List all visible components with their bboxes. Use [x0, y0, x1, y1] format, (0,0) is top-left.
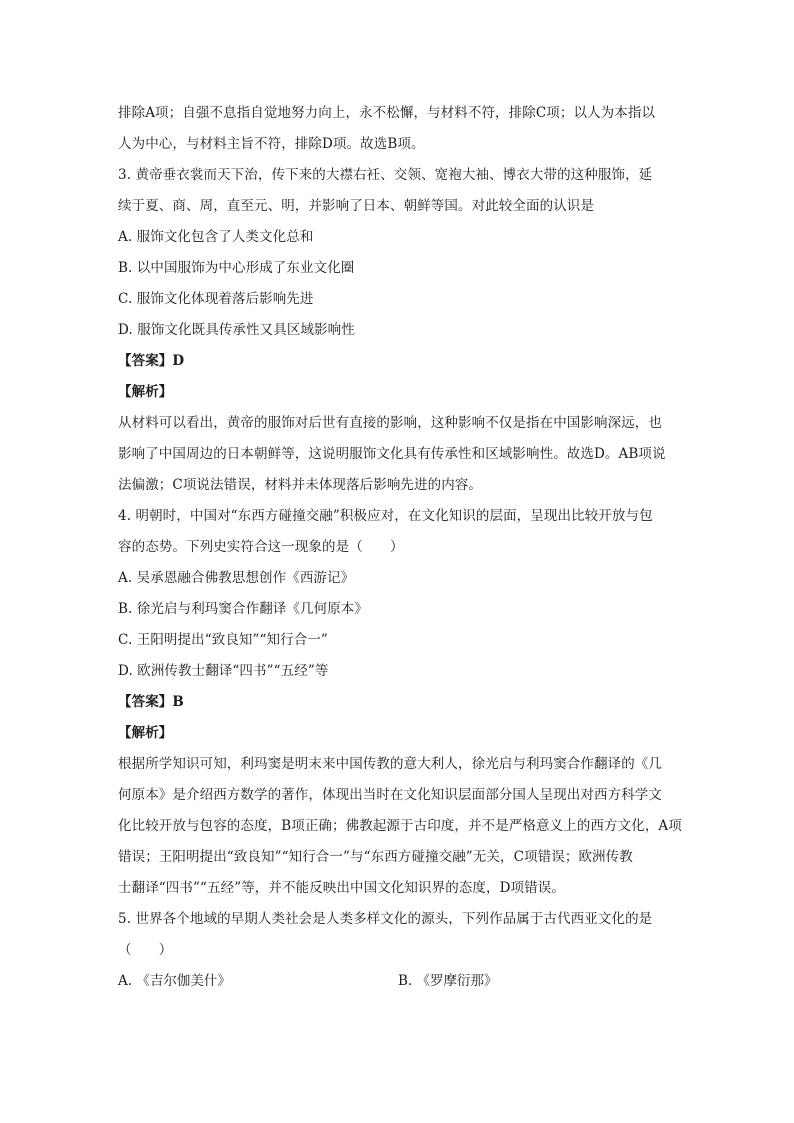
- q4-analysis-line-2: 何原本》是介绍西方数学的著作，体现出当时在文化知识层面部分国人呈现出对西方科学文: [118, 787, 662, 803]
- q2-analysis-line-2: 人为中心，与材料主旨不符，排除D项。故选B项。: [118, 136, 425, 152]
- q4-analysis-line-4: 错误；王阳明提出“致良知”“知行合一”与“东西方碰撞交融”无关，C项错误；欧洲传教: [118, 849, 633, 865]
- q4-stem-line-2: 容的态势。下列史实符合这一现象的是（ ）: [118, 539, 404, 555]
- q3-analysis-label: 【解析】: [118, 384, 173, 400]
- q4-option-c: C. 王阳明提出“致良知”“知行合一”: [118, 632, 328, 648]
- q4-analysis-label: 【解析】: [118, 725, 173, 741]
- q4-option-a: A. 吴承恩融合佛教思想创作《西游记》: [118, 570, 355, 586]
- q4-option-d: D. 欧洲传教士翻译“四书”“五经”等: [118, 663, 329, 679]
- q5-option-b: B. 《罗摩衍那》: [398, 973, 498, 989]
- q4-stem-line-1: 4. 明朝时，中国对“东西方碰撞交融”积极应对，在文化知识的层面，呈现出比较开放与包: [118, 508, 653, 524]
- q4-option-b: B. 徐光启与利玛窦合作翻译《几何原本》: [118, 601, 369, 617]
- q4-analysis-line-3: 化比较开放与包容的态度，B项正确；佛教起源于古印度，并不是严格意义上的西方文化，A项: [118, 818, 682, 834]
- q3-analysis-line-3: 法偏激；C项说法错误，材料并未体现落后影响先进的内容。: [118, 477, 483, 493]
- q5-stem-line-1: 5. 世界各个地域的早期人类社会是人类多样文化的源头，下列作品属于古代西亚文化的是: [118, 911, 653, 927]
- q5-options-row: [118, 966, 678, 997]
- q3-option-d: D. 服饰文化既具传承性又具区域影响性: [118, 322, 355, 338]
- q2-analysis-line-1: 排除A项；自强不息指自觉地努力向上，永不松懈，与材料不符，排除C项；以人为本指以: [118, 105, 656, 121]
- q4-analysis-line-5: 士翻译“四书”“五经”等，并不能反映出中国文化知识界的态度，D项错误。: [118, 880, 565, 896]
- q3-option-c: C. 服饰文化体现着落后影响先进: [118, 291, 314, 307]
- q3-analysis-line-2: 影响了中国周边的日本朝鲜等，这说明服饰文化具有传承性和区域影响性。故选D。AB项说: [118, 446, 666, 462]
- q3-option-b: B. 以中国服饰为中心形成了东业文化圈: [118, 260, 355, 276]
- q3-option-a: A. 服饰文化包含了人类文化总和: [118, 229, 314, 245]
- q5-stem-line-2: （ ）: [118, 942, 173, 958]
- q3-answer: 【答案】D: [118, 353, 185, 369]
- q4-answer: 【答案】B: [118, 694, 184, 710]
- document-page: [118, 98, 682, 997]
- q3-stem-line-2: 续于夏、商、周，直至元、明，并影响了日本、朝鲜等国。对此较全面的认识是: [118, 198, 594, 214]
- q3-analysis-line-1: 从材料可以看出，黄帝的服饰对后世有直接的影响，这种影响不仅是指在中国影响深远，也: [118, 415, 662, 431]
- q5-option-a: A. 《吉尔伽美什》: [118, 973, 231, 989]
- q4-analysis-line-1: 根据所学知识可知，利玛窦是明末来中国传教的意大利人，徐光启与利玛窦合作翻译的《几: [118, 756, 662, 772]
- q3-stem-line-1: 3. 黄帝垂衣裳而天下治，传下来的大襟右衽、交领、宽袍大袖、博衣大带的这种服饰，延: [118, 167, 653, 183]
